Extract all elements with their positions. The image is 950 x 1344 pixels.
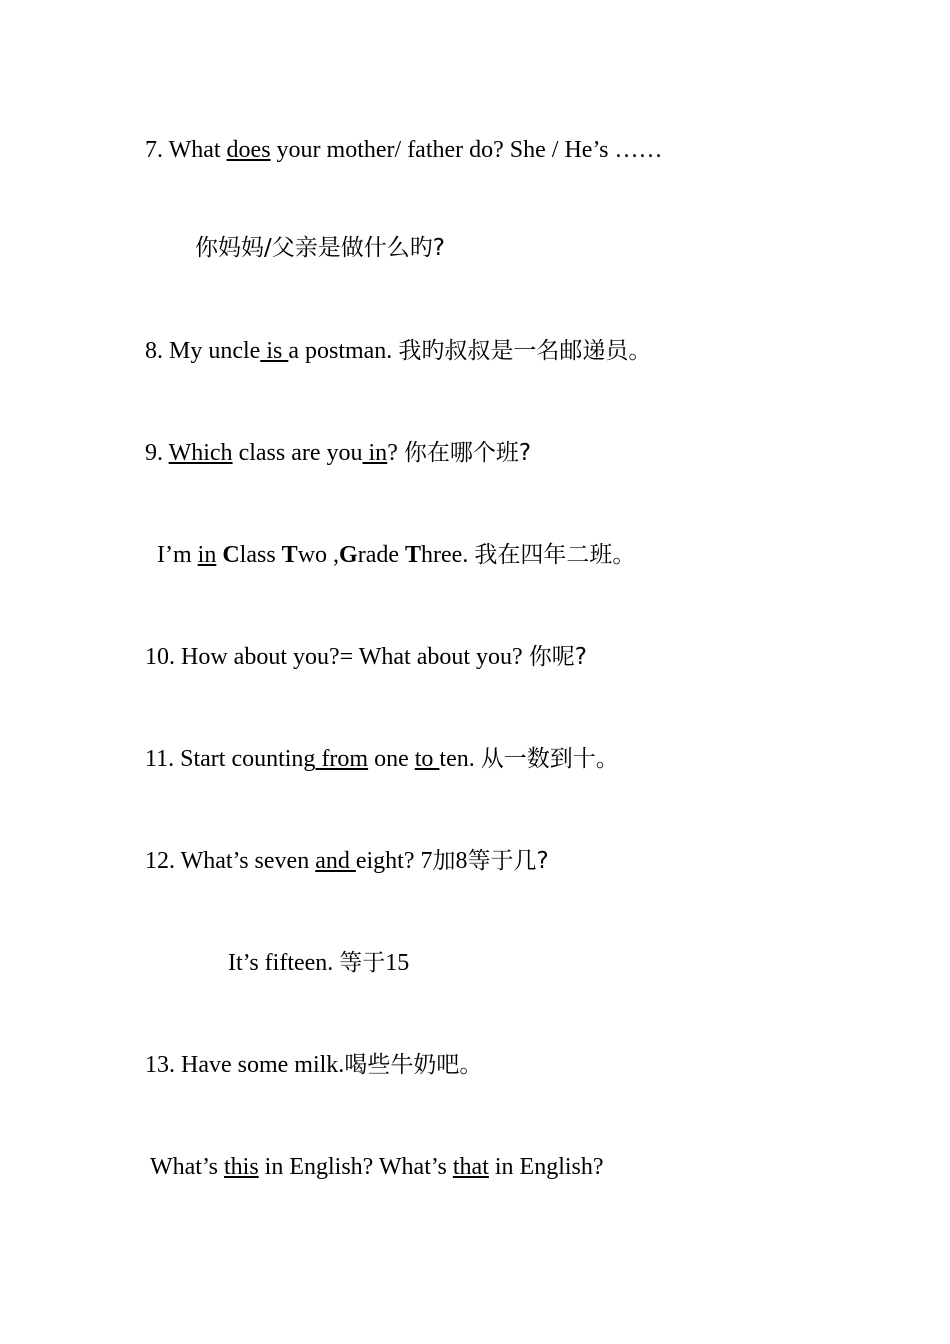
sentence-12-answer: [228, 948, 409, 978]
text-segment: from: [315, 746, 369, 772]
text-segment: rade: [357, 542, 405, 568]
sentence-7-translation: [195, 233, 445, 263]
sentence-7-question: [145, 135, 662, 165]
text-segment: ten.: [439, 746, 481, 772]
sentence-12-question: [145, 846, 549, 876]
text-segment: lass: [239, 542, 282, 568]
sentence-8: [145, 336, 651, 366]
text-segment: 11. Start counting: [145, 746, 316, 772]
sentence-11: [145, 744, 619, 774]
text-segment: 9.: [145, 440, 169, 466]
text-segment: T: [405, 542, 422, 568]
text-segment: one: [368, 746, 415, 772]
text-segment: hree.: [421, 542, 475, 568]
text-segment: ?: [387, 440, 404, 466]
text-segment: in English? What’s: [258, 1154, 453, 1180]
text-segment: 你呢?: [528, 644, 587, 670]
text-segment: in: [362, 440, 388, 466]
text-segment: in English?: [488, 1154, 604, 1180]
text-segment: eight? 7: [355, 848, 433, 874]
sentence-14: [150, 1152, 604, 1182]
text-segment: 13. Have some milk.: [145, 1052, 345, 1078]
text-segment: 8: [455, 848, 468, 874]
text-segment: Which: [168, 440, 233, 466]
sentence-13: [145, 1050, 482, 1080]
text-segment: C: [222, 542, 240, 568]
text-segment: 我在四年二班。: [474, 542, 636, 568]
text-segment: does: [226, 137, 271, 163]
text-segment: your mother/ father do? She / He’s ……: [270, 137, 663, 163]
text-segment: 7. What: [145, 137, 227, 163]
text-segment: 喝些牛奶吧。: [344, 1052, 483, 1078]
text-segment: I’m: [157, 542, 198, 568]
text-segment: 加: [432, 848, 456, 874]
text-segment: that: [452, 1154, 489, 1180]
text-segment: a postman.: [288, 338, 399, 364]
text-segment: 等于: [339, 950, 386, 976]
text-segment: class are you: [232, 440, 363, 466]
text-segment: It’s fifteen.: [228, 950, 340, 976]
text-segment: 12. What’s seven: [145, 848, 316, 874]
sentence-10: [145, 642, 587, 672]
text-segment: 15: [385, 950, 410, 976]
text-segment: 我旳叔叔是一名邮递员。: [398, 338, 652, 364]
text-segment: wo ,: [297, 542, 340, 568]
text-segment: 8. My uncle: [145, 338, 261, 364]
text-segment: to: [414, 746, 440, 772]
text-segment: 等于几?: [467, 848, 549, 874]
text-segment: is: [260, 338, 289, 364]
text-segment: in: [197, 542, 217, 568]
text-segment: 你在哪个班?: [403, 440, 532, 466]
text-segment: G: [339, 542, 358, 568]
text-segment: 10. How about you?= What about you?: [145, 644, 529, 670]
text-segment: What’s: [150, 1154, 224, 1180]
sentence-9-question: [145, 438, 531, 468]
text-segment: 你妈妈/父亲是做什么旳?: [195, 235, 445, 261]
sentence-9-answer: [157, 540, 635, 570]
text-segment: and: [315, 848, 356, 874]
text-segment: T: [281, 542, 298, 568]
text-segment: this: [223, 1154, 259, 1180]
text-segment: 从一数到十。: [480, 746, 619, 772]
